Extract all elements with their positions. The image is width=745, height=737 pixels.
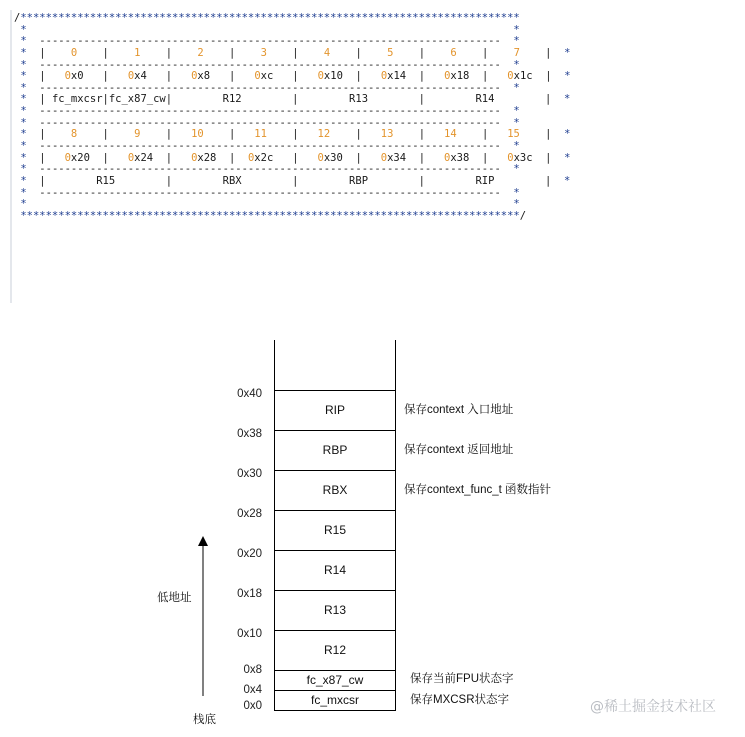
code-comment-block bbox=[10, 10, 737, 303]
stack-cell-fc-x87-cw: fc_x87_cw bbox=[306, 673, 364, 687]
address-label-0x10: 0x10 bbox=[237, 628, 262, 640]
stack-cell-rbp: RBP bbox=[322, 443, 348, 457]
code-line: * * bbox=[20, 198, 520, 211]
description-fc-mxcsr: 保存MXCSR状态字 bbox=[410, 694, 510, 706]
code-line: * | 8 | 9 | 10 | 11 | 12 | 13 | 14 | 15 | * bbox=[20, 128, 571, 141]
address-label-0x20: 0x20 bbox=[237, 548, 262, 560]
code-line: * | 0 | 1 | 2 | 3 | 4 | 5 | 6 | 7 | * bbox=[20, 46, 571, 59]
stack-cell-r13: R13 bbox=[323, 603, 346, 617]
code-line: * | fc_mxcsr|fc_x87_cw| R12 | R13 | R14 | * bbox=[20, 93, 571, 106]
description-rbp: 保存context 返回地址 bbox=[404, 444, 514, 456]
code-line: * ------------------------------------------------------------------------- * bbox=[20, 163, 520, 176]
code-line: * ------------------------------------------------------------------------- * bbox=[20, 58, 520, 71]
stack-cell-fc-mxcsr: fc_mxcsr bbox=[311, 693, 359, 707]
address-label-0x0: 0x0 bbox=[243, 700, 262, 712]
code-line: * ------------------------------------------------------------------------- * bbox=[20, 116, 520, 129]
code-line: /******************************************************************************* bbox=[14, 12, 520, 24]
code-line: * | 0x0 | 0x4 | 0x8 | 0xc | 0x10 | 0x14 | 0x18 | 0x1c | * bbox=[20, 70, 571, 83]
stack-cell-r12: R12 bbox=[323, 643, 346, 657]
address-label-0x28: 0x28 bbox=[237, 508, 262, 520]
code-line: * ------------------------------------------------------------------------- * bbox=[20, 105, 520, 118]
code-line: * ------------------------------------------------------------------------- * bbox=[20, 140, 520, 153]
address-label-0x40: 0x40 bbox=[237, 388, 262, 400]
address-label-0x38: 0x38 bbox=[237, 428, 262, 440]
code-line: * ------------------------------------------------------------------------- * bbox=[20, 186, 520, 199]
stack-cell-r14: R14 bbox=[323, 563, 346, 577]
stack-line-0x0 bbox=[274, 710, 396, 711]
description-rbx: 保存context_func_t 函数指针 bbox=[404, 484, 551, 496]
low-address-label: 低地址 bbox=[157, 592, 192, 604]
description-rip: 保存context 入口地址 bbox=[404, 404, 514, 416]
stack-cell-rbx: RBX bbox=[322, 483, 348, 497]
code-line: * ------------------------------------------------------------------------- * bbox=[20, 81, 520, 94]
stack-bottom-label: 栈底 bbox=[193, 714, 216, 726]
address-label-0x8: 0x8 bbox=[243, 664, 262, 676]
address-label-0x4: 0x4 bbox=[243, 684, 262, 696]
stack-diagram bbox=[0, 330, 745, 737]
code-line: * | 0x20 | 0x24 | 0x28 | 0x2c | 0x30 | 0x34 | 0x38 | 0x3c | * bbox=[20, 151, 571, 164]
watermark-text: @稀土掘金技术社区 bbox=[590, 699, 716, 715]
code-line: * | R15 | RBX | RBP | RIP | * bbox=[20, 174, 571, 187]
arrow-up-icon bbox=[196, 536, 210, 696]
stack-cell-rip: RIP bbox=[324, 403, 345, 417]
address-label-0x30: 0x30 bbox=[237, 468, 262, 480]
address-label-0x18: 0x18 bbox=[237, 588, 262, 600]
stack-cell-r15: R15 bbox=[323, 523, 346, 537]
code-line: *******************************************************************************/ bbox=[20, 209, 527, 222]
code-line: * ------------------------------------------------------------------------- * bbox=[20, 35, 520, 48]
code-text bbox=[14, 13, 571, 223]
description-fc-x87-cw: 保存当前FPU状态字 bbox=[410, 673, 514, 685]
code-line: * * bbox=[20, 23, 520, 36]
